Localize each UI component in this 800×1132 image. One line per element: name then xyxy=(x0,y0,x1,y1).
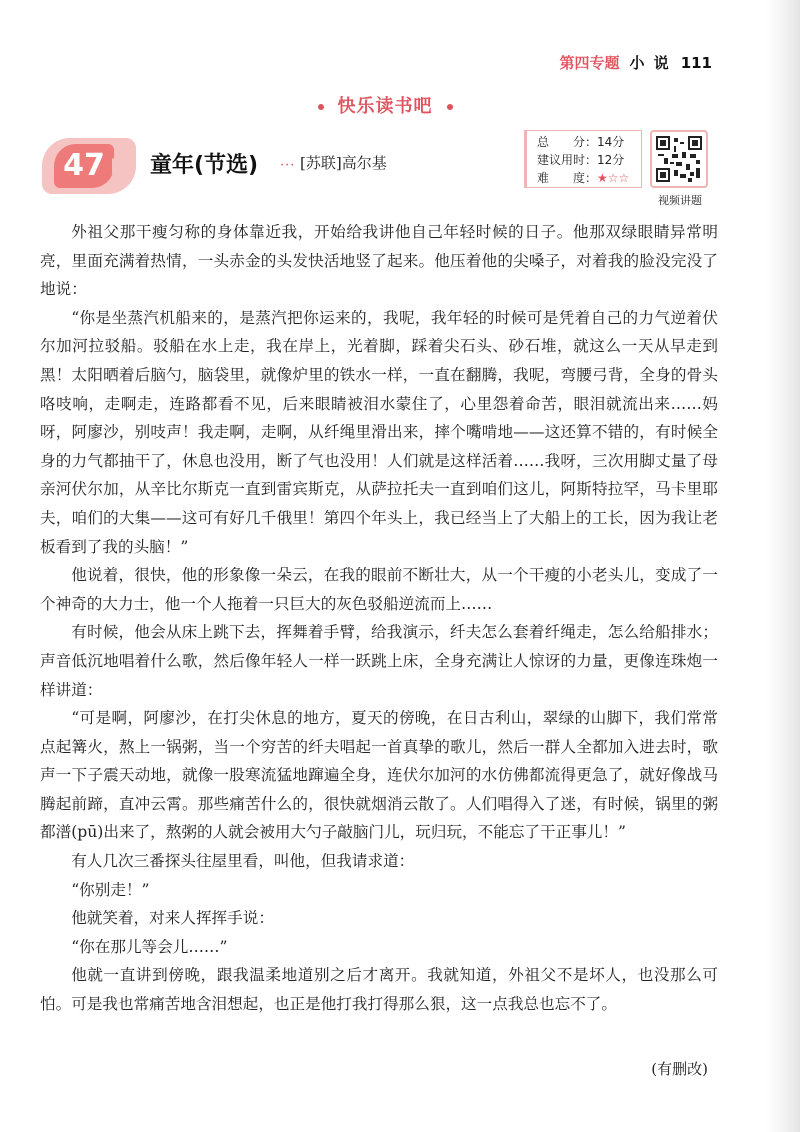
score-info-box xyxy=(524,130,642,188)
paragraph: 外祖父那干瘦匀称的身体靠近我，开始给我讲他自己年轻时候的日子。他那双绿眼睛异常明亮，里面充满着热情，一头赤金的头发快活地竖了起来。他压着他的尖嗓子，对着我的脸没完没了地说： xyxy=(40,223,718,299)
paragraph: 有时候，他会从床上跳下去，挥舞着手臂，给我演示，纤夫怎么套着纤绳走，怎么给船排水；声音低沉地唱着什么歌，然后像年轻人一样一跃跳上床，全身充满让人惊讶的力量，更像连珠炮一样讲道： xyxy=(40,623,718,699)
paragraph: 他就一直讲到傍晚，跟我温柔地道别之后才离开。我就知道，外祖父不是坏人，也没那么可怕。可是我也常痛苦地含泪想起，也正是他打我打得那么狠，这一点我总也忘不了。 xyxy=(40,966,718,1014)
bullet-dot-icon xyxy=(447,104,453,110)
lesson-number-badge xyxy=(42,138,136,194)
page-header xyxy=(559,52,712,73)
abridged-note: (有删改) xyxy=(651,1060,708,1078)
paragraph: 有人几次三番探头往屋里看，叫他，但我请求道： xyxy=(71,852,415,871)
title-dots: ··· xyxy=(280,158,296,173)
qr-code-icon[interactable] xyxy=(650,130,708,188)
paragraph: “可是啊，阿廖沙，在打尖休息的地方，夏天的傍晚，在日古利山，翠绿的山脚下，我们常常点起篝火，熬上一锅粥，当一个穷苦的纤夫唱起一首真挚的歌儿，然后一群人全都加入进去时，歌声一下子震天动地，就像一股寒流猛地蹿遍全身，连伏尔加河的水仿佛都流得更急了，就好像战马腾起前蹄，直冲云霄。那些痛苦什么的，很快就烟消云散了。人们唱得入了迷，有时候，锅里的粥都潽(pū)出来了，熬粥的人就会被用大勺子敲脑门儿，玩归玩，不能忘了干正事儿！” xyxy=(40,709,718,842)
score-row: 总 分：14分 xyxy=(537,135,625,149)
paragraph: 他就笑着，对来人挥挥手说： xyxy=(71,909,274,928)
lesson-author: [苏联]高尔基 xyxy=(300,154,387,172)
paragraph: “你在那儿等会儿……” xyxy=(71,937,228,956)
badge-tail-icon xyxy=(112,158,130,174)
bullet-dot-icon xyxy=(318,104,324,110)
lesson-title-row xyxy=(42,138,562,198)
difficulty-row: 难 度：★☆☆ xyxy=(537,171,630,185)
lesson-title: 童年(节选) xyxy=(150,153,259,178)
banner-text: 快乐读书吧 xyxy=(337,96,433,117)
star-rating: ★☆☆ xyxy=(597,171,630,185)
topic-label: 第四专题 xyxy=(559,54,620,72)
paragraph: “你别走！” xyxy=(71,880,150,899)
paragraph: 他说着，很快，他的形象像一朵云，在我的眼前不断壮大，从一个干瘦的小老头儿，变成了一个神奇的大力士，他一个人拖着一只巨大的灰色驳船逆流而上…… xyxy=(40,566,718,613)
qr-caption: 视频讲题 xyxy=(658,194,702,207)
time-row: 建议用时：12分 xyxy=(537,153,625,167)
lesson-number: 47 xyxy=(54,144,114,188)
page-edge-shadow xyxy=(766,0,800,1132)
article-body xyxy=(40,218,718,1019)
section-label: 小 说 xyxy=(629,54,671,72)
page-number: 111 xyxy=(680,54,712,72)
paragraph: “你是坐蒸汽机船来的，是蒸汽把你运来的，我呢，我年轻的时候可是凭着自己的力气逆着伏尔加河拉驳船。驳船在水上走，我在岸上，光着脚，踩着尖石头、砂石堆，就这么一天从早走到黑！太阳晒着后脑勺，脑袋里，就像炉里的铁水一样，一直在翻腾，我呢，弯腰弓背，全身的骨头咯吱响，走啊走，连路都看不见，后来眼睛被泪水蒙住了，心里怨着命苦，眼泪就流出来……妈呀，阿廖沙，别吱声！我走啊，走啊，从纤绳里滑出来，摔个嘴啃地——这还算不错的，有时候全身的力气都抽干了，休息也没用，断了气也没用！人们就是这样活着……我呀，三次用脚丈量了母亲河伏尔加，从辛比尔斯克一直到雷宾斯克，从萨拉托夫一直到咱们这儿，阿斯特拉罕，马卡里耶夫，咱们的大集——这可有好几千俄里！第四个年头上，我已经当上了大船上的工长，因为我让老板看到了我的头脑！” xyxy=(40,308,718,556)
column-banner xyxy=(0,92,770,118)
